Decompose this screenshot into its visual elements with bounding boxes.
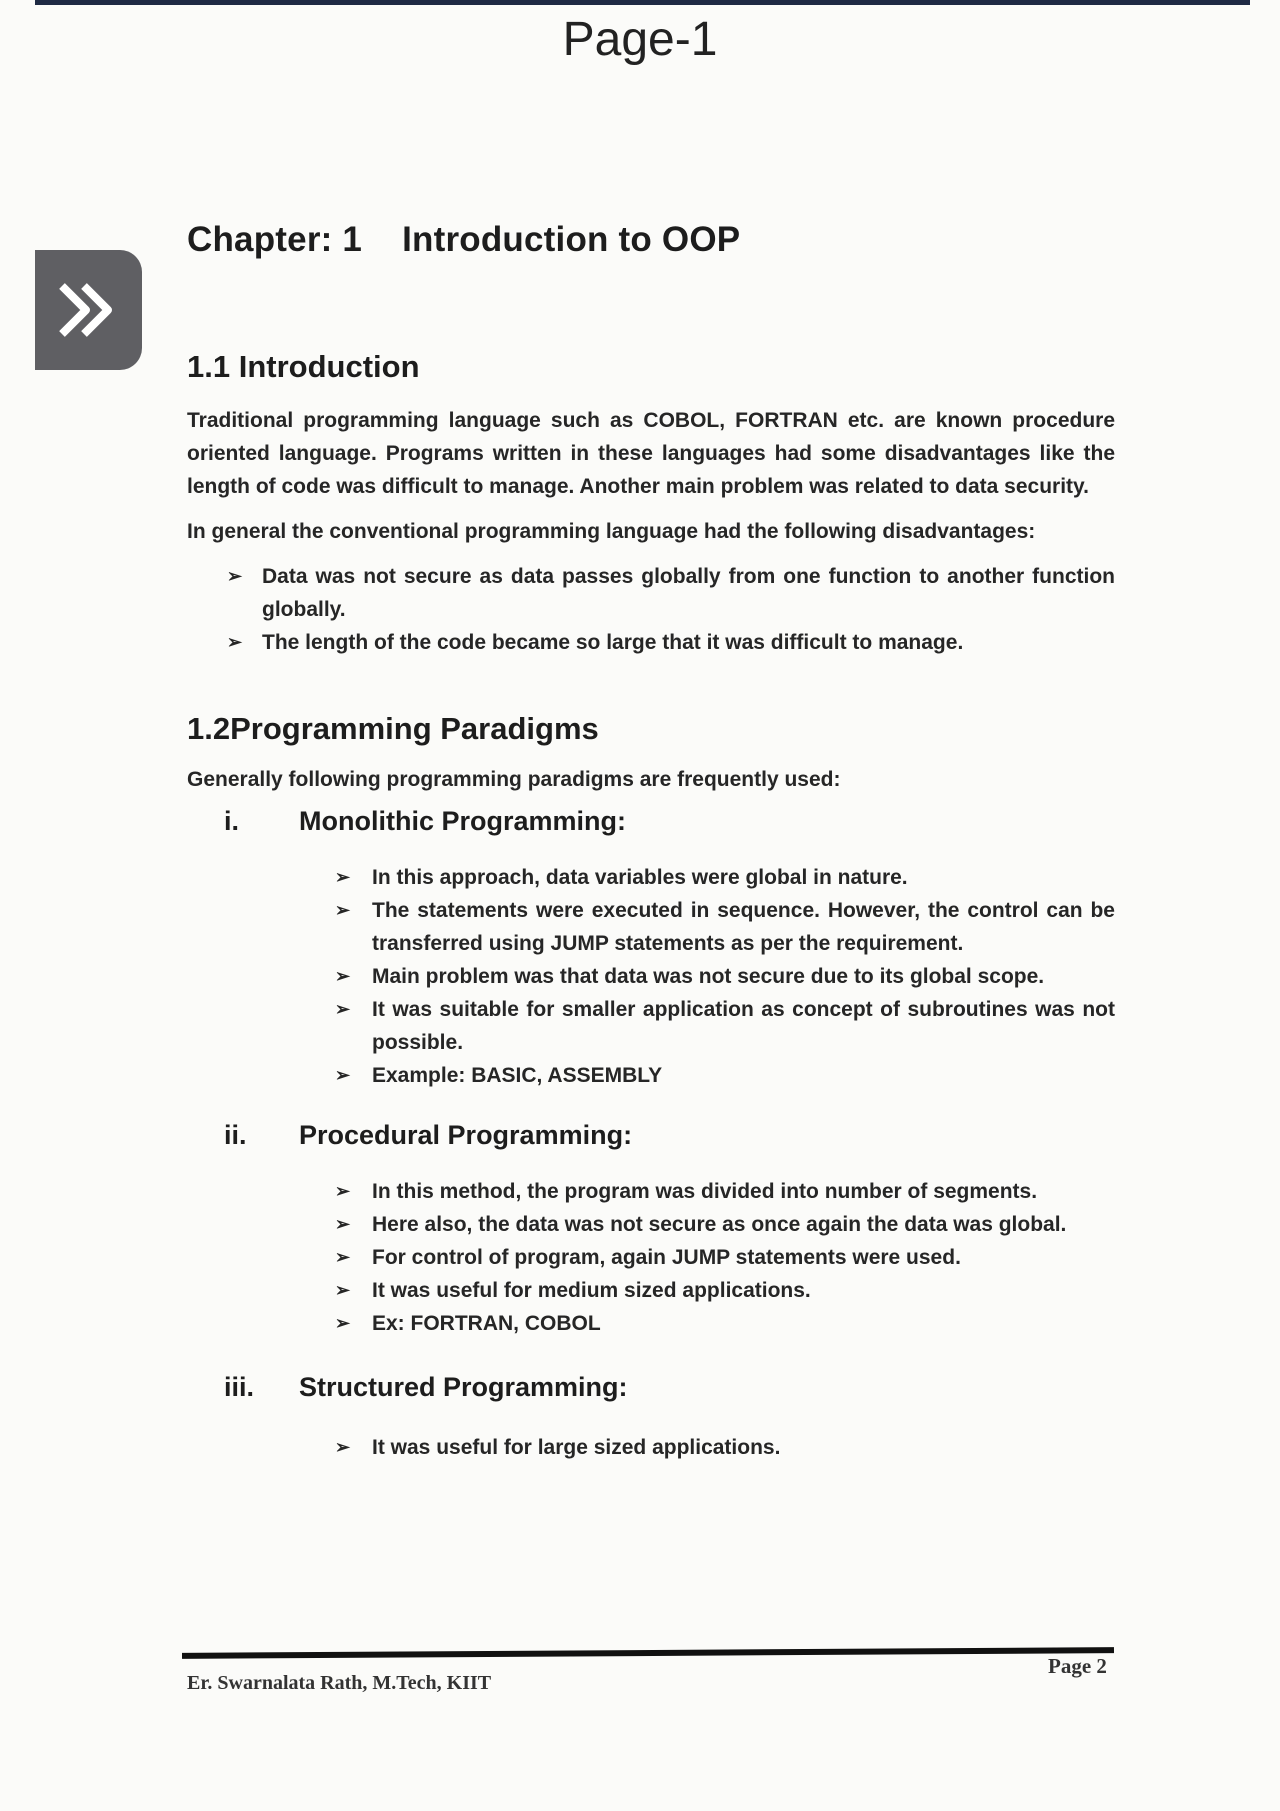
paradigm-heading-procedural <box>187 1120 1115 1151</box>
paradigm-numeral: iii. <box>224 1372 255 1402</box>
paradigm-title: Structured Programming: <box>299 1372 628 1402</box>
list-item: ➢ Here also, the data was not secure as once again the data was global. <box>372 1208 1115 1241</box>
chapter-title: Introduction to OOP <box>402 220 741 259</box>
list-item: ➢ Ex: FORTRAN, COBOL <box>372 1307 1115 1340</box>
list-item: ➢ Example: BASIC, ASSEMBLY <box>372 1059 1115 1092</box>
double-chevron-right-icon <box>54 278 124 342</box>
section-1-title: 1.1 Introduction <box>187 349 420 384</box>
paradigm-title: Monolithic Programming: <box>299 806 626 836</box>
paradigm-numeral: i. <box>224 806 240 836</box>
section-2-intro: Generally following programming paradigms are frequently used: <box>187 768 841 791</box>
page-content <box>187 220 1115 1464</box>
section-1-paragraph-2: In general the conventional programming language had the following disadvantages: <box>187 520 1036 543</box>
chapter-number: Chapter: 1 <box>187 220 363 259</box>
footer-rule <box>182 1647 1114 1659</box>
footer-author: Er. Swarnalata Rath, M.Tech, KIIT <box>187 1672 492 1694</box>
list-item: ➢ Main problem was that data was not secure due to its global scope. <box>372 960 1115 993</box>
list-item: ➢ It was useful for large sized applications. <box>372 1431 1115 1464</box>
side-badge <box>35 250 142 370</box>
top-band <box>35 0 1250 5</box>
list-item: ➢ The statements were executed in sequence. However, the control can be transferred using JUMP statements as per the requirement. <box>372 894 1115 960</box>
list-item: ➢ In this approach, data variables were global in nature. <box>372 861 1115 894</box>
section-1-paragraph-1: Traditional programming language such as COBOL, FORTRAN etc. are known procedure oriented language. Programs written in these languages had some disadvantages like the length of code was difficult to manage. Another main problem was related to data security. <box>187 409 1115 498</box>
paradigm-heading-structured <box>187 1372 1115 1403</box>
paradigm-heading-monolithic <box>187 806 1115 837</box>
monolithic-bullet-list <box>372 861 1115 1092</box>
list-item: ➢ It was useful for medium sized applications. <box>372 1274 1115 1307</box>
chapter-heading <box>187 220 1115 260</box>
section-1-bullet-list <box>262 560 1115 659</box>
paradigm-numeral: ii. <box>224 1120 247 1150</box>
page-label: Page-1 <box>562 13 718 66</box>
footer-page-number: Page 2 <box>1048 1654 1107 1678</box>
list-item: ➢ In this method, the program was divided into number of segments. <box>372 1175 1115 1208</box>
paradigm-title: Procedural Programming: <box>299 1120 633 1150</box>
list-item: ➢ For control of program, again JUMP statements were used. <box>372 1241 1115 1274</box>
list-item: ➢ Data was not secure as data passes globally from one function to another function globally. <box>262 560 1115 626</box>
list-item: ➢ It was suitable for smaller application as concept of subroutines was not possible. <box>372 993 1115 1059</box>
section-2-title: 1.2Programming Paradigms <box>187 711 599 746</box>
structured-bullet-list <box>372 1431 1115 1464</box>
list-item: ➢ The length of the code became so large that it was difficult to manage. <box>262 626 1115 659</box>
procedural-bullet-list <box>372 1175 1115 1340</box>
